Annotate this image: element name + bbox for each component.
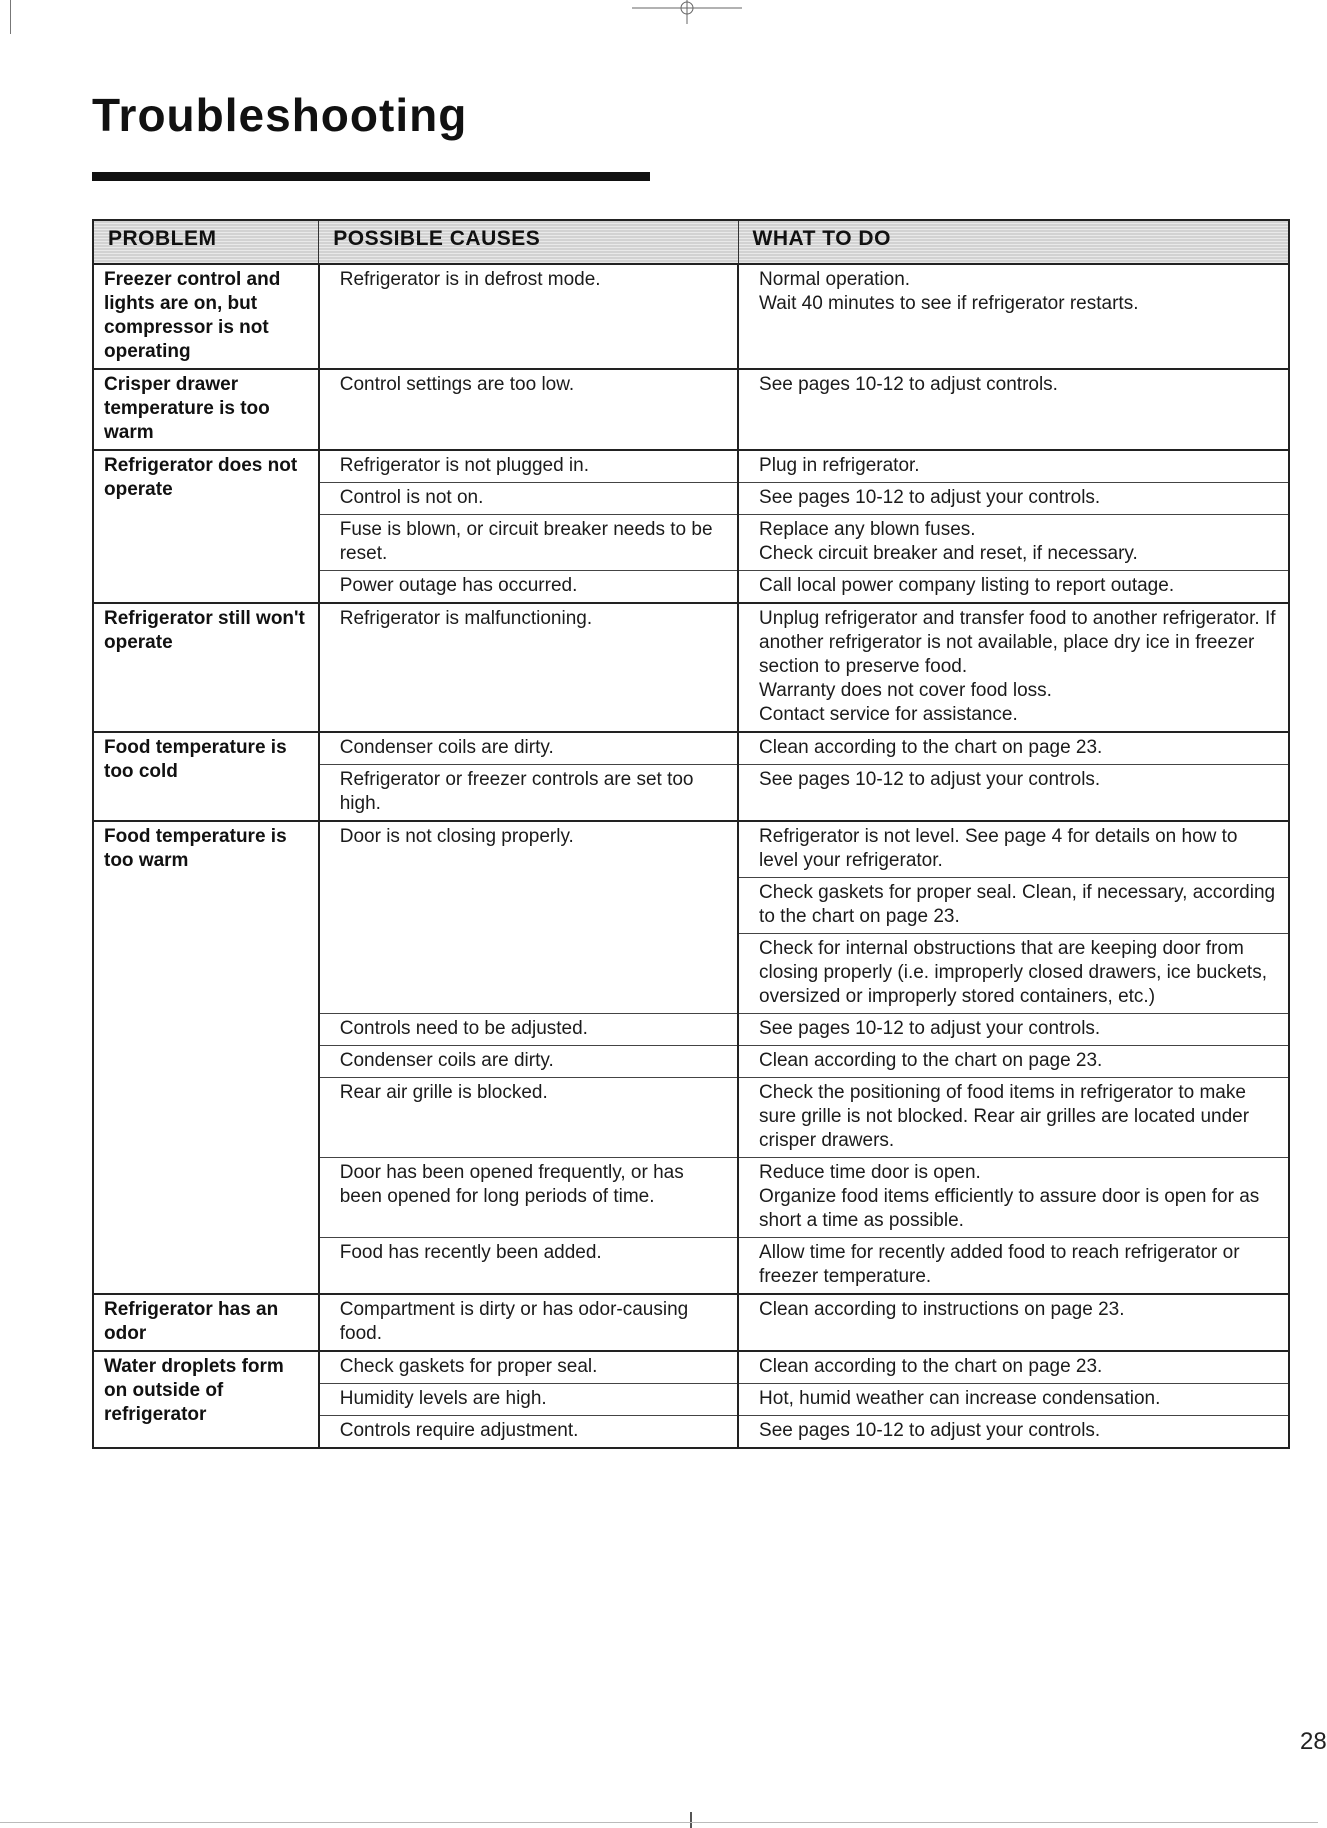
what-to-do-cell [738,515,1289,571]
problem-group [93,603,1289,732]
what-to-do-cell [738,1294,1289,1351]
header-possible-causes: POSSIBLE CAUSES [319,220,738,264]
cause-cell: Compartment is dirty or has odor-causing food. [319,1294,738,1351]
page-number: 28 [1300,1728,1327,1755]
what-to-do-cell [738,1046,1289,1078]
what-to-do-line: Hot, humid weather can increase condensation. [759,1388,1161,1409]
table-row [93,1351,1289,1384]
cause-cell: Food has recently been added. [319,1238,738,1295]
cause-cell: Rear air grille is blocked. [319,1078,738,1158]
what-to-do-line: Check circuit breaker and reset, if necessary. [759,543,1138,564]
cause-cell: Control is not on. [319,483,738,515]
left-crop-rule [10,0,11,34]
cause-cell: Control settings are too low. [319,369,738,450]
what-to-do-line: Wait 40 minutes to see if refrigerator restarts. [759,293,1139,314]
problem-group [93,264,1289,369]
table-row [93,603,1289,732]
what-to-do-cell [738,1014,1289,1046]
table-row [93,1294,1289,1351]
cause-cell [319,934,738,1014]
problem-cell: Refrigerator still won't operate [104,608,305,653]
what-to-do-line: Normal operation. [759,269,911,290]
table-row [93,732,1289,765]
cause-cell: Humidity levels are high. [319,1384,738,1416]
what-to-do-line: Check for internal obstructions that are keeping door from closing properly (i.e. improperly closed drawers, ice buckets, oversized or improperly stored containers, etc.) [759,938,1267,1007]
problem-cell: Refrigerator has an odor [104,1299,279,1344]
what-to-do-line: Clean according to the chart on page 23. [759,737,1103,758]
what-to-do-cell [738,1416,1289,1449]
problem-cell: Food temperature is too warm [104,826,287,871]
what-to-do-line: Clean according to the chart on page 23. [759,1050,1103,1071]
cause-cell: Check gaskets for proper seal. [319,1351,738,1384]
cause-cell: Fuse is blown, or circuit breaker needs to be reset. [319,515,738,571]
header-problem: PROBLEM [93,220,319,264]
problem-group [93,1294,1289,1351]
problem-cell: Water droplets form on outside of refrigerator [104,1356,284,1425]
problem-cell: Food temperature is too cold [104,737,287,782]
page-title: Troubleshooting [92,89,468,141]
bottom-crop-rule [0,1822,1318,1823]
what-to-do-line: Organize food items efficiently to assure door is open for as short a time as possible. [759,1186,1260,1231]
what-to-do-cell [738,765,1289,822]
what-to-do-line: See pages 10-12 to adjust your controls. [759,1018,1101,1039]
table-row [93,450,1289,483]
what-to-do-line: See pages 10-12 to adjust your controls. [759,1420,1101,1441]
problem-group [93,369,1289,450]
what-to-do-cell [738,1078,1289,1158]
what-to-do-cell [738,878,1289,934]
problem-cell: Freezer control and lights are on, but compressor is not operating [104,269,281,362]
cause-cell: Controls require adjustment. [319,1416,738,1449]
title-underline [92,172,650,181]
what-to-do-line: Contact service for assistance. [759,704,1018,725]
what-to-do-line: Check the positioning of food items in refrigerator to make sure grille is not blocked. Rear air grilles are located under crisper drawers. [759,1082,1250,1151]
what-to-do-cell [738,934,1289,1014]
what-to-do-line: See pages 10-12 to adjust your controls. [759,769,1101,790]
what-to-do-line: Clean according to the chart on page 23. [759,1356,1103,1377]
table-row [93,821,1289,878]
what-to-do-line: See pages 10-12 to adjust your controls. [759,487,1101,508]
cause-cell: Refrigerator or freezer controls are set too high. [319,765,738,822]
cause-cell: Condenser coils are dirty. [319,1046,738,1078]
table-row [93,264,1289,369]
what-to-do-cell [738,1384,1289,1416]
what-to-do-cell [738,732,1289,765]
cause-cell: Door has been opened frequently, or has been opened for long periods of time. [319,1158,738,1238]
what-to-do-line: Check gaskets for proper seal. Clean, if necessary, according to the chart on page 23. [759,882,1276,927]
cause-cell: Controls need to be adjusted. [319,1014,738,1046]
header-row [93,220,1289,264]
problem-group [93,732,1289,821]
what-to-do-line: Warranty does not cover food loss. [759,680,1052,701]
table-row [93,369,1289,450]
what-to-do-cell [738,571,1289,604]
cause-cell: Refrigerator is malfunctioning. [319,603,738,732]
what-to-do-line: Unplug refrigerator and transfer food to another refrigerator. If another refrigerator is not available, place dry ice in freezer section to preserve food. [759,608,1276,677]
what-to-do-cell [738,1158,1289,1238]
what-to-do-cell [738,483,1289,515]
what-to-do-line: See pages 10-12 to adjust controls. [759,374,1058,395]
what-to-do-line: Clean according to instructions on page 23. [759,1299,1125,1320]
cause-cell: Condenser coils are dirty. [319,732,738,765]
header-what-to-do: WHAT TO DO [738,220,1289,264]
cause-cell: Refrigerator is not plugged in. [319,450,738,483]
problem-group [93,450,1289,603]
cause-cell: Power outage has occurred. [319,571,738,604]
registration-mark-bottom [690,1812,692,1828]
what-to-do-cell [738,1351,1289,1384]
what-to-do-line: Call local power company listing to report outage. [759,575,1175,596]
what-to-do-line: Allow time for recently added food to reach refrigerator or freezer temperature. [759,1242,1240,1287]
what-to-do-line: Plug in refrigerator. [759,455,920,476]
what-to-do-line: Reduce time door is open. [759,1162,981,1183]
what-to-do-cell [738,264,1289,369]
cause-cell: Door is not closing properly. [319,821,738,878]
cause-cell [319,878,738,934]
registration-mark-top [632,0,742,24]
what-to-do-cell [738,821,1289,878]
problem-cell: Refrigerator does not operate [104,455,298,500]
what-to-do-cell [738,369,1289,450]
troubleshooting-table [92,219,1290,1449]
problem-cell: Crisper drawer temperature is too warm [104,374,270,443]
cause-cell: Refrigerator is in defrost mode. [319,264,738,369]
what-to-do-cell [738,603,1289,732]
what-to-do-cell [738,1238,1289,1295]
problem-group [93,821,1289,1294]
problem-group [93,1351,1289,1448]
what-to-do-cell [738,450,1289,483]
what-to-do-line: Refrigerator is not level. See page 4 for details on how to level your refrigerator. [759,826,1238,871]
what-to-do-line: Replace any blown fuses. [759,519,976,540]
